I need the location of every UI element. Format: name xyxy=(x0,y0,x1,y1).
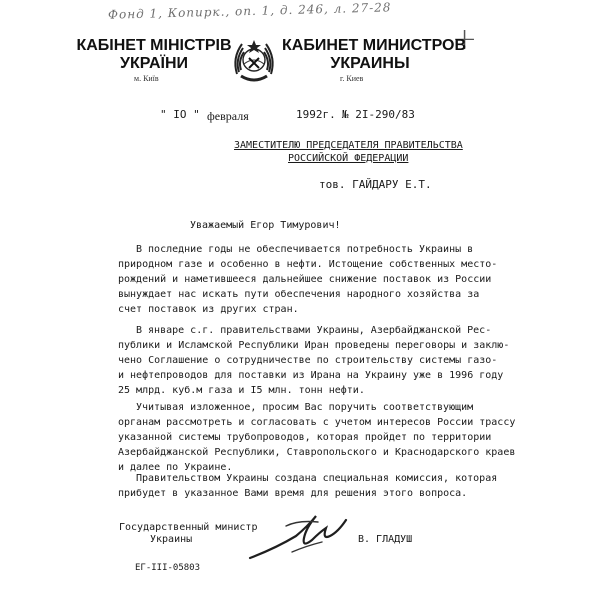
paragraph-3-line: Учитывая изложенное, просим Вас поручить соответствующим xyxy=(136,402,474,413)
header-right-russian xyxy=(282,37,467,73)
corner-plus-mark: + xyxy=(452,22,478,57)
signatory-name: В. ГЛАДУШ xyxy=(358,534,413,545)
header-right-city: г. Киев xyxy=(340,74,364,83)
paragraph-2-line: 25 млрд. куб.м газа и I5 млн. тонн нефти. xyxy=(118,385,365,396)
paragraph-1-line: рождений и наметившееся дальнейшее снижение поставок из России xyxy=(118,274,492,285)
signoff-title-1: Государственный министр xyxy=(119,522,258,533)
paragraph-3-line: указанной системы трубопроводов, которая пройдет по территории xyxy=(118,432,492,443)
signoff-title-2: Украины xyxy=(150,534,193,545)
paragraph-1-line: В последние годы не обеспечивается потребность Украины в xyxy=(136,244,474,255)
handwritten-signature xyxy=(246,506,352,564)
header-left-city: м. Київ xyxy=(134,74,159,83)
greeting: Уважаемый Егор Тимурович! xyxy=(190,220,341,231)
archive-handwritten-note: Фонд 1, Копирк., оп. 1, д. 246, л. 27-28 xyxy=(107,0,392,22)
addressee-line-2: РОССИЙСКОЙ ФЕДЕРАЦИИ xyxy=(288,153,409,164)
paragraph-1-line: природном газе и особенно в нефти. Истощение собственных место- xyxy=(118,259,498,270)
document-number: № 2I-290/83 xyxy=(342,108,415,121)
paragraph-2-line: В январе с.г. правительствами Украины, Азербайджанской Рес- xyxy=(136,325,492,336)
date-year: 1992г. xyxy=(296,108,336,121)
paragraph-3-line: Азербайджанской Республики, Ставропольского и Краснодарского краев xyxy=(118,447,516,458)
date-day: " IO " xyxy=(160,108,200,121)
paragraph-3-line: органам рассмотреть и согласовать с учетом интересов России трассу xyxy=(118,417,516,428)
footer-registration-code: ЕГ-ІІІ-05803 xyxy=(135,563,201,573)
header-left-title-1: КАБІНЕТ МІНІСТРІВ xyxy=(76,37,232,54)
header-left-ukrainian xyxy=(74,37,234,73)
paragraph-2-line: публики и Исламской Республики Иран проведены переговоры и заклю- xyxy=(118,340,510,351)
paragraph-4-line: Правительством Украины создана специальная комиссия, которая xyxy=(136,473,498,484)
paragraph-1-line: вынуждает нас искать пути обеспечения народного хозяйства за xyxy=(118,289,480,300)
paragraph-1-line: счет поставок из других стран. xyxy=(118,304,299,315)
addressee-name: тов. ГАЙДАРУ Е.Т. xyxy=(319,178,432,191)
header-right-title-1: КАБИНЕТ МИНИСТРОВ xyxy=(282,37,467,54)
paragraph-2-line: и нефтепроводов для поставки из Ирана на Украину уже в 1996 году xyxy=(118,370,504,381)
header-left-title-2: УКРАЇНИ xyxy=(119,55,188,72)
paragraph-3-line: и далее по Украине. xyxy=(118,462,233,473)
paragraph-4-line: прибудет в указанное Вами время для решения этого вопроса. xyxy=(118,488,468,499)
addressee-line-1: ЗАМЕСТИТЕЛЮ ПРЕДСЕДАТЕЛЯ ПРАВИТЕЛЬСТВА xyxy=(234,140,463,151)
ussr-emblem-icon xyxy=(229,34,279,84)
header-right-title-2: УКРАИНЫ xyxy=(330,55,410,72)
date-month: февраля xyxy=(207,109,249,123)
paragraph-2-line: чено Соглашение о сотрудничестве по строительству системы газо- xyxy=(118,355,498,366)
